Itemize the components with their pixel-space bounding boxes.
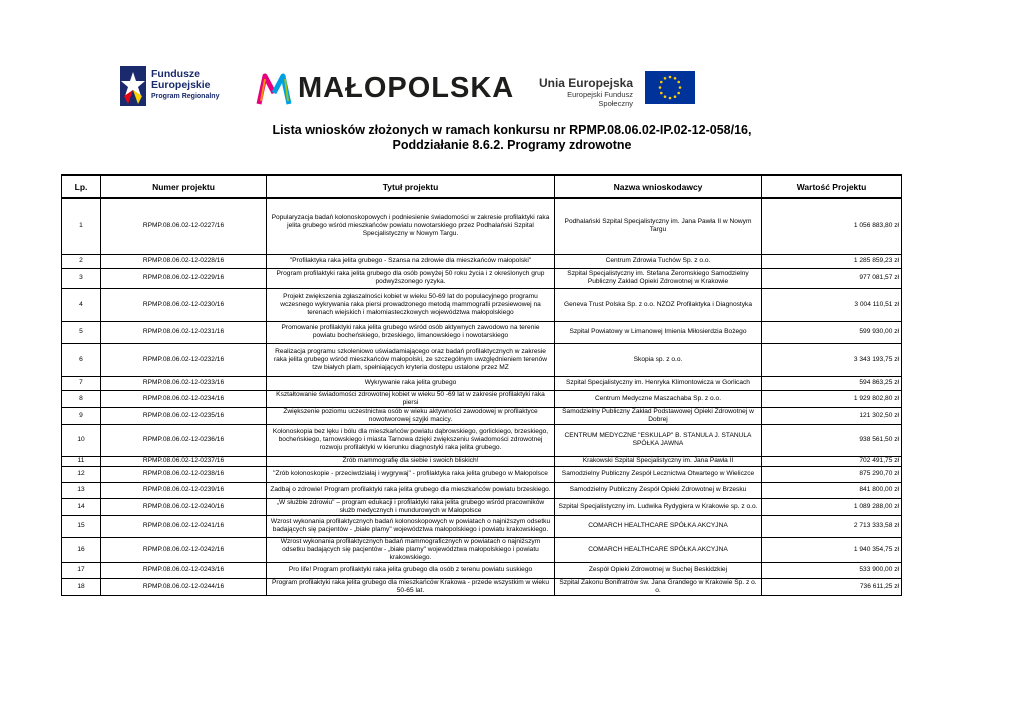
fundusze-europejskie-logo [120, 66, 250, 110]
cell-tytul: Program profilaktyki raka jelita grubego dla osób powyżej 50 roku życia i z określonych grup podwyższonego ryzyka. [267, 268, 555, 288]
cell-wartosc: 121 302,50 zł [762, 407, 902, 424]
cell-lp: 3 [62, 268, 101, 288]
cell-numer: RPMP.08.06.02-12-0235/16 [101, 407, 267, 424]
cell-lp: 1 [62, 198, 101, 254]
table-row [62, 343, 902, 376]
cell-lp: 15 [62, 515, 101, 537]
table-row [62, 498, 902, 515]
fe-line3: Program Regionalny [151, 93, 220, 100]
cell-numer: RPMP.08.06.02-12-0233/16 [101, 376, 267, 390]
cell-wnioskodawca: Szpital Powiatowy w Limanowej Imienia Miłosierdzia Bożego [555, 321, 762, 343]
cell-tytul: Wzrost wykonania profilaktycznych badań kolonoskopowych w powiatach o najniższym odsetku badających się pacjentów - „białe plamy" województwa małopolskiego i powiatu krakowskiego. [267, 515, 555, 537]
cell-numer: RPMP.08.06.02-12-0230/16 [101, 288, 267, 321]
table-row [62, 288, 902, 321]
cell-numer: RPMP.08.06.02-12-0229/16 [101, 268, 267, 288]
cell-lp: 10 [62, 424, 101, 456]
cell-numer: RPMP.08.06.02-12-0237/16 [101, 456, 267, 466]
cell-lp: 2 [62, 254, 101, 268]
table-row [62, 456, 902, 466]
cell-tytul: Projekt zwiększenia zgłaszalności kobiet w wieku 50-69 lat do populacyjnego programu wczesnego wykrywania raka piersi prowadzonego metodą mammografii przesiewowej na terenach wiejskich i małomiasteczkowych województwa małopolskiego [267, 288, 555, 321]
cell-wartosc: 1 056 883,80 zł [762, 198, 902, 254]
cell-lp: 7 [62, 376, 101, 390]
cell-wnioskodawca: Samodzielny Publiczny Zakład Podstawowej Opieki Zdrowotnej w Dobrej [555, 407, 762, 424]
cell-numer: RPMP.08.06.02-12-0239/16 [101, 482, 267, 498]
cell-numer: RPMP.08.06.02-12-0231/16 [101, 321, 267, 343]
applications-table [61, 174, 902, 596]
cell-numer: RPMP.08.06.02-12-0232/16 [101, 343, 267, 376]
table-row [62, 466, 902, 482]
eu-flag-icon [645, 71, 695, 104]
cell-wartosc: 2 713 333,58 zł [762, 515, 902, 537]
cell-wartosc: 3 343 193,75 zł [762, 343, 902, 376]
cell-wnioskodawca: Skopia sp. z o.o. [555, 343, 762, 376]
table-header-row [62, 175, 902, 198]
cell-numer: RPMP.08.06.02-12-0243/16 [101, 562, 267, 578]
cell-wnioskodawca: Krakowski Szpital Specjalistyczny im. Jana Pawła II [555, 456, 762, 466]
cell-wartosc: 841 800,00 zł [762, 482, 902, 498]
cell-wartosc: 3 004 110,51 zł [762, 288, 902, 321]
table-row [62, 562, 902, 578]
cell-lp: 9 [62, 407, 101, 424]
table-row [62, 268, 902, 288]
cell-tytul: "Profilaktyka raka jelita grubego - Szansa na zdrowie dla mieszkańców małopolski" [267, 254, 555, 268]
cell-wartosc: 1 940 354,75 zł [762, 537, 902, 562]
cell-wnioskodawca: COMARCH HEALTHCARE SPÓŁKA AKCYJNA [555, 537, 762, 562]
cell-lp: 14 [62, 498, 101, 515]
cell-numer: RPMP.08.06.02-12-0242/16 [101, 537, 267, 562]
cell-tytul: Kształtowanie świadomości zdrowotnej kobiet w wieku 50 -69 lat w zakresie profilaktyki raka piersi [267, 390, 555, 407]
fe-line1: Fundusze [151, 68, 200, 80]
cell-wnioskodawca: Szpital Specjalistyczny im. Stefana Żeromskiego Samodzielny Publiczny Zakład Opieki Zdrowotnej w Krakowie [555, 268, 762, 288]
table-row [62, 537, 902, 562]
cell-wnioskodawca: Zespół Opieki Zdrowotnej w Suchej Beskidzkiej [555, 562, 762, 578]
cell-lp: 17 [62, 562, 101, 578]
cell-numer: RPMP.08.06.02-12-0227/16 [101, 198, 267, 254]
cell-numer: RPMP.08.06.02-12-0238/16 [101, 466, 267, 482]
header-numer: Numer projektu [101, 175, 267, 198]
table-row [62, 424, 902, 456]
table-row [62, 390, 902, 407]
cell-lp: 11 [62, 456, 101, 466]
ue-text-block [533, 76, 633, 108]
fe-star-icon [120, 66, 146, 106]
cell-wnioskodawca: Samodzielny Publiczny Zespół Opieki Zdrowotnej w Brzesku [555, 482, 762, 498]
cell-tytul: Wykrywanie raka jelita grubego [267, 376, 555, 390]
cell-wartosc: 702 491,75 zł [762, 456, 902, 466]
header-wnioskodawca: Nazwa wnioskodawcy [555, 175, 762, 198]
cell-tytul: „W służbie zdrowiu" – program edukacji i profilaktyki raka jelita grubego wśród pracowników służb medycznych i mundurowych w Małopolsce [267, 498, 555, 515]
cell-tytul: Wzrost wykonania profilaktycznych badań mammograficznych w powiatach o najniższym odsetku badających się pacjentów - „białe plamy" województwa małopolskiego i powiatu krakowskiego. [267, 537, 555, 562]
cell-tytul: Zrób mammografię dla siebie i swoich bliskich! [267, 456, 555, 466]
cell-lp: 4 [62, 288, 101, 321]
cell-lp: 16 [62, 537, 101, 562]
document-title [0, 123, 1024, 153]
ue-title: Unia Europejska [538, 76, 633, 90]
cell-numer: RPMP.08.06.02-12-0244/16 [101, 578, 267, 595]
cell-tytul: Popularyzacja badań kolonoskopowych i podniesienie świadomości w zakresie profilaktyki raka jelita grubego wśród mieszkańców powiatu nowotarskiego przez Podhalański Szpital Specjalistyczny w Nowym Targu. [267, 198, 555, 254]
cell-tytul: Zadbaj o zdrowie! Program profilaktyki raka jelita grubego dla mieszkańców powiatu brzeskiego. [267, 482, 555, 498]
malopolska-m-icon [256, 71, 292, 107]
header-lp: Lp. [62, 175, 101, 198]
fe-line2: Europejskie [151, 79, 211, 91]
cell-wartosc: 736 611,25 zł [762, 578, 902, 595]
cell-wnioskodawca: Podhalański Szpital Specjalistyczny im. Jana Pawła II w Nowym Targu [555, 198, 762, 254]
cell-numer: RPMP.08.06.02-12-0241/16 [101, 515, 267, 537]
table-row [62, 482, 902, 498]
cell-tytul: Kolonoskopia bez lęku i bólu dla mieszkańców powiatu dąbrowskiego, gorlickiego, brzeskiego, bocheńskiego, tarnowskiego i miasta Tarnowa dzięki zwiększeniu świadomości zdrowotnej rozwoju profilaktyki w kierunku diagnostyki raka jelita grubego. [267, 424, 555, 456]
logo-bar [0, 62, 1024, 112]
cell-tytul: Promowanie profilaktyki raka jelita grubego wśród osób aktywnych zawodowo na terenie powiatu bocheńskiego, brzeskiego, limanowskiego i nowotarskiego [267, 321, 555, 343]
table-row [62, 321, 902, 343]
cell-numer: RPMP.08.06.02-12-0240/16 [101, 498, 267, 515]
cell-tytul: Program profilaktyki raka jelita grubego dla mieszkańców Krakowa - przede wszystkim w wieku 50-65 lat. [267, 578, 555, 595]
cell-lp: 12 [62, 466, 101, 482]
cell-wartosc: 533 900,00 zł [762, 562, 902, 578]
table-body [62, 198, 902, 595]
cell-lp: 6 [62, 343, 101, 376]
ue-subtitle: Europejski Fundusz Społeczny [567, 90, 633, 108]
cell-wartosc: 977 081,57 zł [762, 268, 902, 288]
cell-wartosc: 1 929 802,80 zł [762, 390, 902, 407]
table-row [62, 198, 902, 254]
cell-wartosc: 599 930,00 zł [762, 321, 902, 343]
cell-numer: RPMP.08.06.02-12-0228/16 [101, 254, 267, 268]
cell-numer: RPMP.08.06.02-12-0234/16 [101, 390, 267, 407]
cell-lp: 13 [62, 482, 101, 498]
cell-wartosc: 875 290,70 zł [762, 466, 902, 482]
table-row [62, 254, 902, 268]
cell-wnioskodawca: Szpital Specjalistyczny im. Henryka Klimontowicza w Gorlicach [555, 376, 762, 390]
cell-lp: 8 [62, 390, 101, 407]
cell-lp: 5 [62, 321, 101, 343]
cell-tytul: Zwiększenie poziomu uczestnictwa osób w wieku aktywności zawodowej w profilaktyce nowotworowej szyjki macicy. [267, 407, 555, 424]
table-row [62, 407, 902, 424]
cell-tytul: Realizacja programu szkoleniowo uświadamiającego oraz badań profilaktycznych w zakresie raka jelita grubego wśród mieszkańców małopolski, ze szczególnym uwzględnieniem terenów tzw białych plam, spełniających kryteria dostępu ustalone przez MZ [267, 343, 555, 376]
cell-tytul: Pro life! Program profilaktyki raka jelita grubego dla osób z terenu powiatu suskiego [267, 562, 555, 578]
malopolska-text: MAŁOPOLSKA [298, 72, 515, 104]
table-row [62, 376, 902, 390]
title-line1: Lista wniosków złożonych w ramach konkursu nr RPMP.08.06.02-IP.02-12-058/16, [272, 123, 752, 137]
cell-wartosc: 594 863,25 zł [762, 376, 902, 390]
cell-wnioskodawca: Centrum Medyczne Maszachaba Sp. z o.o. [555, 390, 762, 407]
header-tytul: Tytuł projektu [267, 175, 555, 198]
cell-wnioskodawca: Szpital Zakonu Bonifratrów św. Jana Grandego w Krakowie Sp. z o. o. [555, 578, 762, 595]
cell-wartosc: 938 561,50 zł [762, 424, 902, 456]
fe-text [151, 69, 219, 102]
title-line2: Poddziałanie 8.6.2. Programy zdrowotne [392, 138, 632, 152]
cell-numer: RPMP.08.06.02-12-0236/16 [101, 424, 267, 456]
table-row [62, 515, 902, 537]
cell-wnioskodawca: Samodzielny Publiczny Zespół Lecznictwa Otwartego w Wieliczce [555, 466, 762, 482]
cell-wnioskodawca: Geneva Trust Polska Sp. z o.o. NZOZ Profilaktyka i Diagnostyka [555, 288, 762, 321]
cell-wartosc: 1 285 859,23 zł [762, 254, 902, 268]
cell-wartosc: 1 089 288,00 zł [762, 498, 902, 515]
cell-wnioskodawca: CENTRUM MEDYCZNE "ESKULAP" B. STANULA J. STANULA SPÓŁKA JAWNA [555, 424, 762, 456]
cell-wnioskodawca: Centrum Zdrowia Tuchów Sp. z o.o. [555, 254, 762, 268]
cell-tytul: "Zrób kolonoskopie - przeciwdziałaj i wygrywaj" - profilaktyka raka jelita grubego w Małopolsce [267, 466, 555, 482]
cell-lp: 18 [62, 578, 101, 595]
cell-wnioskodawca: COMARCH HEALTHCARE SPÓŁKA AKCYJNA [555, 515, 762, 537]
table-row [62, 578, 902, 595]
header-wartosc: Wartość Projektu [762, 175, 902, 198]
cell-wnioskodawca: Szpital Specjalistyczny im. Ludwika Rydygiera w Krakowie sp. z o.o. [555, 498, 762, 515]
